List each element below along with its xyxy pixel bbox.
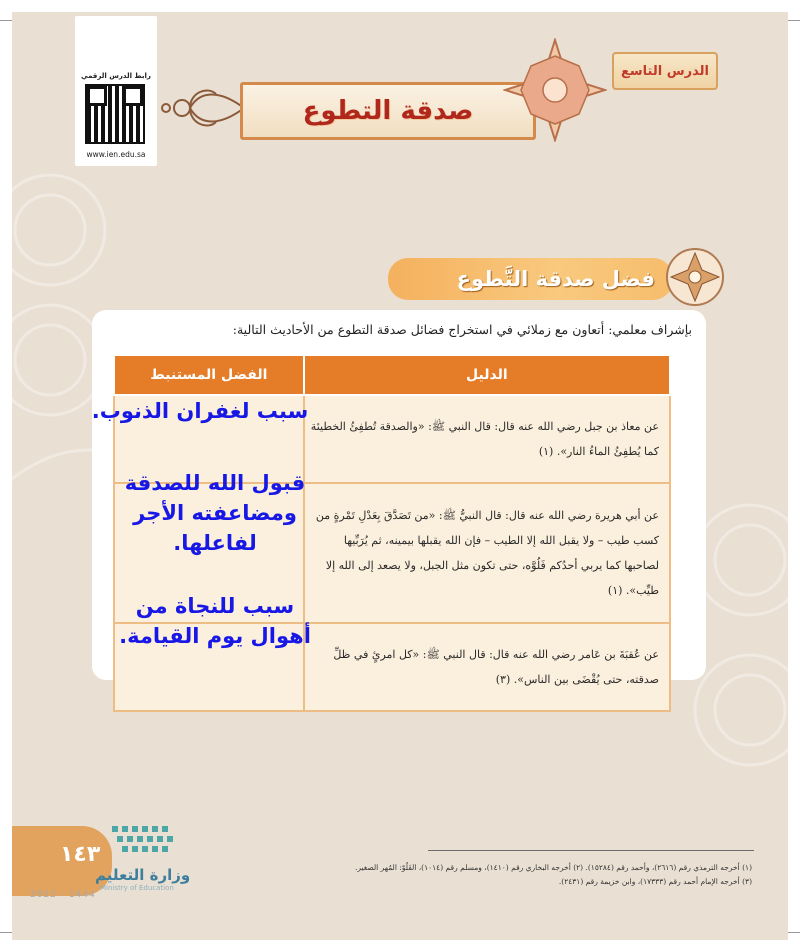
answer-text: سبب لغفران الذنوب. <box>91 399 309 423</box>
activity-instruction: بإشراف معلمي: أتعاون مع زملائي في استخراج فضائل صدقة التطوع من الأحاديث التالية: <box>232 322 692 337</box>
crop-mark <box>788 932 800 933</box>
edition-year: 2022 - 1444 <box>30 890 96 900</box>
footnotes <box>192 861 752 889</box>
lesson-number-tag: الدرس التاسع <box>612 52 718 90</box>
crop-mark <box>0 932 12 933</box>
qr-label: رابط الدرس الرقمي <box>81 72 151 80</box>
answer-text: سبب للنجاة من أهوال يوم القيامة. <box>119 594 311 648</box>
evidence-cell: عن عُقبَةَ بن عَامر رضي الله عنه قال: قال النبي ﷺ: «كل امرئٍ في ظلِّ صدقته، حتى يُقْضَى بين الناس». (٣) <box>304 623 670 711</box>
crop-mark <box>0 20 12 21</box>
header-evidence: الدليل <box>304 355 670 395</box>
ministry-name: وزارة التعليم <box>95 866 191 884</box>
footnote-line: (٣) أخرجه الإمام أحمد رقم (١٧٣٣٣)، وابن خزيمة رقم (٢٤٣١). <box>558 877 752 886</box>
header-benefit: الفضل المستنبط <box>114 355 304 395</box>
qr-card[interactable] <box>75 16 157 166</box>
section-title: فضل صدقة التَّطوع <box>456 267 655 291</box>
lesson-title: صدقة التطوع <box>302 96 474 126</box>
evidence-cell: عن أبي هريرة رضي الله عنه قال: قال النبيُّ ﷺ: «من تَصَدَّقَ بِعَدْلِ تَمْرةٍ من كسب طيب – ولا يقبل الله إلا الطيب – فإن الله يقبلها بيمينه، ثم يُرَبِّيها لصاحبها كما يربي أحدُكم فَلُوَّه، حتى تكون مثل الجبل، ولا يصعد إلى الله إلا طيِّب». (١) <box>304 483 670 623</box>
answer-text: قبول الله للصدقة ومضاعفته الأجر لفاعلها. <box>124 471 306 555</box>
qr-code-icon[interactable] <box>87 86 143 142</box>
star-ornament-icon <box>503 38 607 142</box>
crop-mark <box>788 20 800 21</box>
lesson-title-banner <box>240 82 536 140</box>
flourish-ornament-icon <box>160 80 244 136</box>
ministry-logo-icon <box>90 818 200 908</box>
rosette-icon <box>665 247 725 307</box>
page-number: ١٤٣ <box>60 842 101 867</box>
footnote-line: (١) أخرجه الترمذي رقم (٢٦١٦)، وأحمد رقم (١٥٢٨٤). (٢) أخرجه البخاري رقم (١٤١٠)، ومسلم رقم (١٠١٤)، الفَلُوّ: المُهر الصغير. <box>354 863 752 872</box>
section-header <box>388 258 673 300</box>
ministry-name-english: Ministry of Education <box>100 884 174 892</box>
qr-url[interactable]: www.ien.edu.sa <box>86 150 146 159</box>
footnote-divider <box>428 850 754 851</box>
evidence-cell: عن معاذ بن جبل رضي الله عنه قال: قال النبي ﷺ: «والصدقة تُطفِئُ الخطيئة كما يُطفِئُ الماءُ النار». (١) <box>304 395 670 483</box>
